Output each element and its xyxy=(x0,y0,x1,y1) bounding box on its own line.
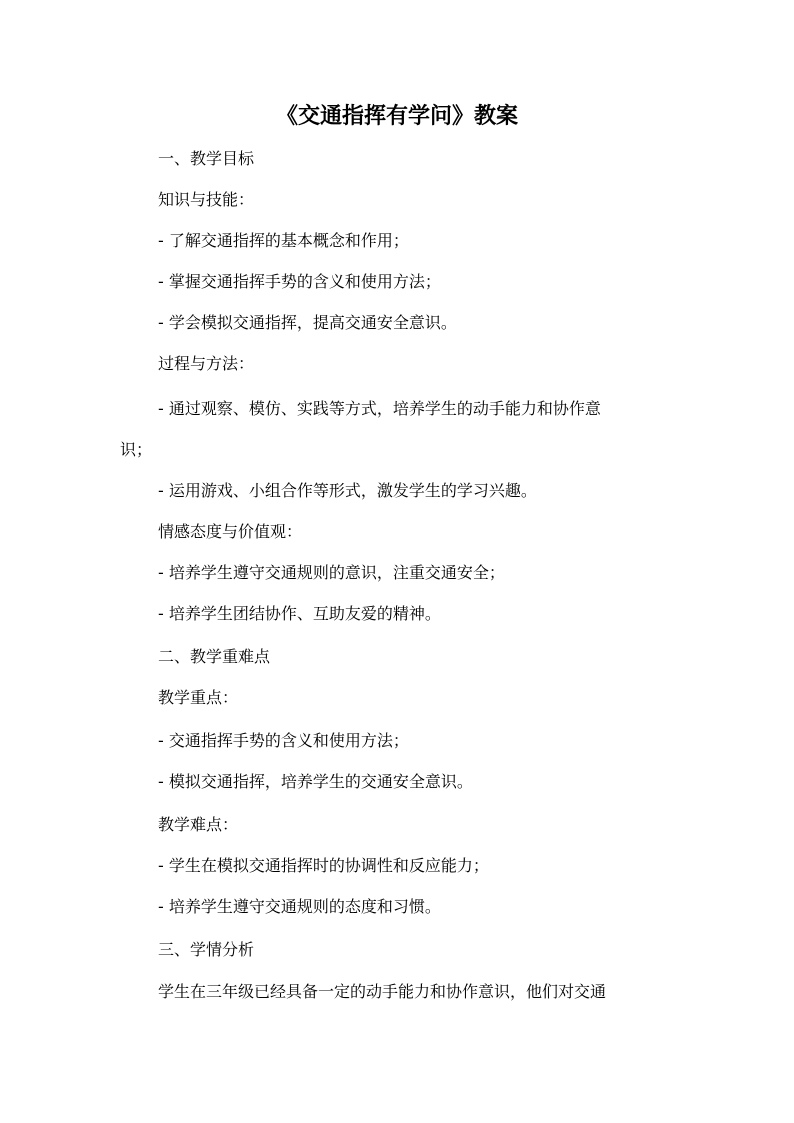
list-item: - 交通指挥手势的含义和使用方法； xyxy=(158,731,409,750)
list-item: - 培养学生遵守交通规则的意识，注重交通安全； xyxy=(158,563,505,582)
paragraph-text: 学生在三年级已经具备一定的动手能力和协作意识，他们对交通 xyxy=(158,982,607,1001)
subheading-attitudes-values: 情感态度与价值观： xyxy=(158,522,303,541)
list-item: - 掌握交通指挥手势的含义和使用方法； xyxy=(158,272,441,291)
subheading-key-points: 教学重点： xyxy=(158,688,239,707)
section-heading-objectives: 一、教学目标 xyxy=(158,149,255,168)
subheading-knowledge-skills: 知识与技能： xyxy=(158,190,255,209)
document-title: 《交通指挥有学问》教案 xyxy=(275,104,518,129)
list-item: - 了解交通指挥的基本概念和作用； xyxy=(158,231,409,250)
list-item: - 模拟交通指挥，培养学生的交通安全意识。 xyxy=(158,772,473,791)
list-item: - 培养学生团结协作、互助友爱的精神。 xyxy=(158,604,441,623)
subheading-difficult-points: 教学难点： xyxy=(158,815,239,834)
list-item-continuation: 识； xyxy=(120,440,153,459)
list-item: - 通过观察、模仿、实践等方式，培养学生的动手能力和协作意 xyxy=(158,399,601,418)
list-item: - 运用游戏、小组合作等形式，激发学生的学习兴趣。 xyxy=(158,481,537,500)
list-item: - 学生在模拟交通指挥时的协调性和反应能力； xyxy=(158,856,489,875)
list-item: - 培养学生遵守交通规则的态度和习惯。 xyxy=(158,897,441,916)
section-heading-key-difficult-points: 二、教学重难点 xyxy=(158,647,271,666)
section-heading-learner-analysis: 三、学情分析 xyxy=(158,940,255,959)
list-item: - 学会模拟交通指挥，提高交通安全意识。 xyxy=(158,313,457,332)
subheading-process-methods: 过程与方法： xyxy=(158,354,255,373)
